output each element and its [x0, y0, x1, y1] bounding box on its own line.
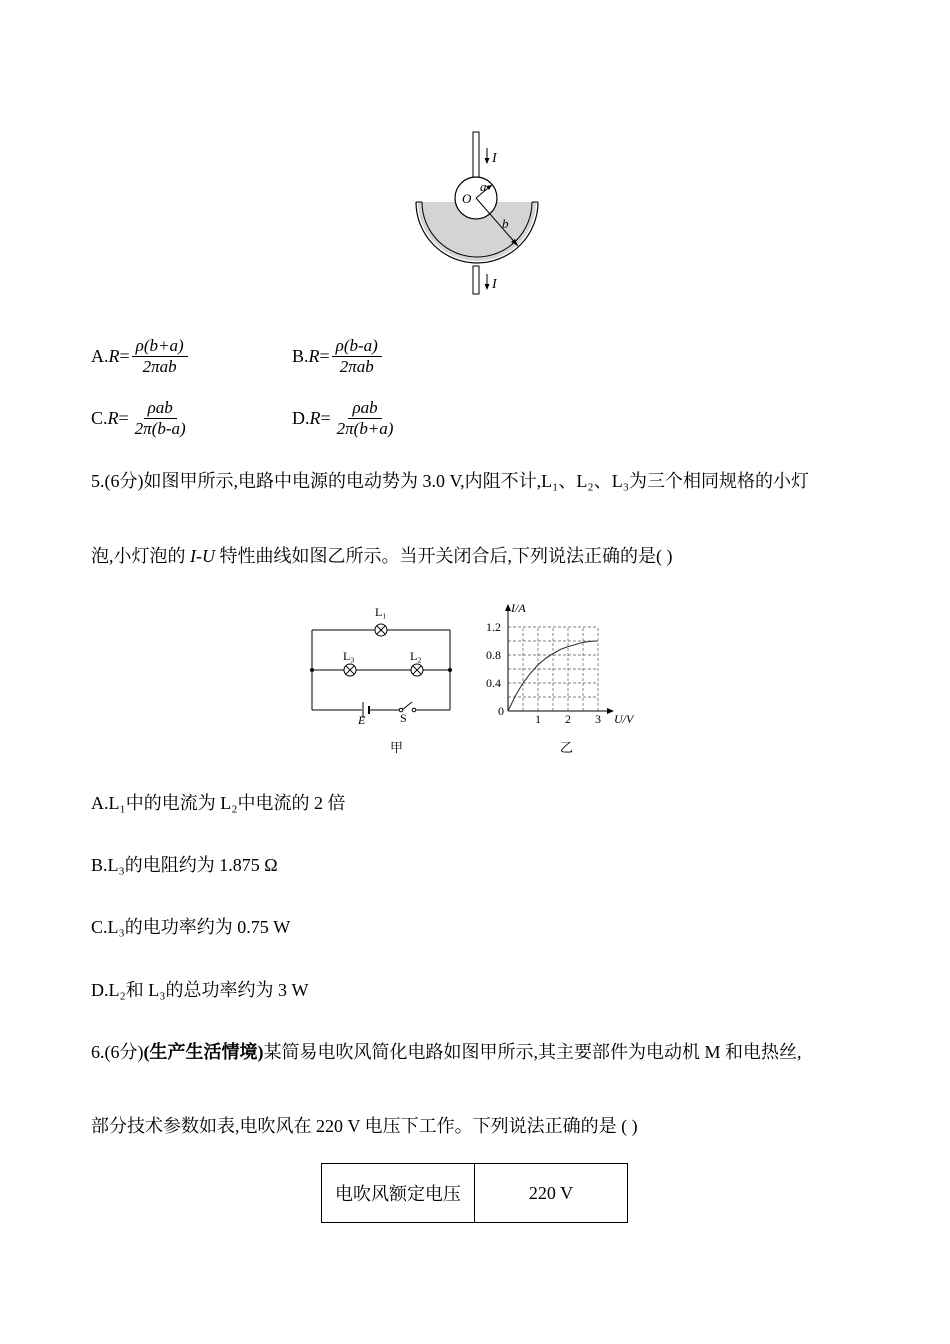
- x-tick-label: 3: [595, 712, 601, 726]
- fraction: [131, 398, 190, 439]
- numerator: ρab: [144, 398, 177, 419]
- option-prefix: D.: [292, 408, 310, 428]
- circuit-diagram: [300, 598, 465, 758]
- lamp-l1-label: L₁: [375, 605, 387, 619]
- table-row: [322, 1164, 628, 1223]
- chart-origin-label: 0: [498, 704, 504, 718]
- q5-option-b[interactable]: B.L₃的电阻约为 1.875 Ω: [91, 855, 278, 875]
- circuit-caption: 甲: [390, 740, 404, 755]
- chart-caption: 乙: [560, 740, 574, 755]
- lamp-l3-label: L₃: [343, 649, 355, 663]
- fraction: [332, 336, 382, 377]
- q6-context-tag: (生产生活情境): [143, 1042, 264, 1062]
- denominator: 2π(b-a): [134, 419, 186, 438]
- fraction: [132, 336, 188, 377]
- q4-option-a[interactable]: A. R = $\frac{\rho(b+a)}{\text{2πab}}$: [91, 336, 188, 377]
- y-tick-label: 0.8: [486, 648, 501, 662]
- center-label: O: [462, 191, 472, 206]
- current-label-top: I: [492, 151, 497, 166]
- param-value-cell: 220 V: [475, 1164, 628, 1223]
- x-tick-label: 1: [535, 712, 541, 726]
- chart-xlabel: U/V: [614, 712, 634, 726]
- denominator: 2πab: [339, 357, 374, 376]
- q4-option-d[interactable]: D. R = $\frac{\text{ρab}}{2\pi(b+a)}$: [292, 398, 397, 439]
- lamp-l3-icon: [344, 664, 356, 676]
- q5-option-a[interactable]: A.L₁中的电流为 L₂中电流的 2 倍: [91, 793, 346, 813]
- fraction: [333, 398, 398, 439]
- q4-option-b[interactable]: B. R = $\frac{\rho(b-a)}{\text{2πab}}$: [292, 336, 382, 377]
- bottom-lead: [473, 266, 479, 294]
- param-label-cell: 电吹风额定电压: [322, 1164, 475, 1223]
- y-tick-label: 1.2: [486, 620, 501, 634]
- iu-chart: [478, 598, 648, 758]
- denominator: 2πab: [142, 357, 177, 376]
- top-lead: [473, 132, 479, 182]
- option-prefix: A.: [91, 346, 109, 366]
- conductor-figure: [400, 128, 560, 300]
- option-prefix: B.: [292, 346, 309, 366]
- denominator: 2π(b+a): [336, 419, 394, 438]
- y-tick-label: 0.4: [486, 676, 501, 690]
- q5-option-d[interactable]: D.L₂和 L₃的总功率约为 3 W: [91, 980, 309, 1000]
- q6-stem-line2: 部分技术参数如表,电吹风在 220 V 电压下工作。下列说法正确的是 ( ): [91, 1116, 638, 1136]
- option-prefix: C.: [91, 408, 108, 428]
- x-axis-arrow: [607, 708, 614, 714]
- chart-grid: [508, 627, 598, 711]
- q4-option-c[interactable]: C. R = $\frac{\text{ρab}}{2\pi(b-a)}$: [91, 398, 190, 439]
- lamp-l2-label: L₂: [410, 649, 422, 663]
- current-label-bottom: I: [492, 277, 497, 292]
- inner-radius-label: a: [480, 179, 487, 194]
- chart-ylabel: I/A: [511, 601, 526, 615]
- q5-stem-line2: 泡,小灯泡的 I-U 特性曲线如图乙所示。当开关闭合后,下列说法正确的是( ): [91, 546, 673, 566]
- numerator: ρab: [348, 398, 381, 419]
- switch-label: S: [400, 711, 407, 725]
- lamp-l2-icon: [411, 664, 423, 676]
- outer-radius-label: b: [502, 216, 509, 231]
- q5-stem-line1: 5.(6分)如图甲所示,电路中电源的电动势为 3.0 V,内阻不计,L₁、L₂、L₃为三个相同规格的小灯: [91, 471, 809, 491]
- tech-params-table: [321, 1163, 628, 1223]
- q5-option-c[interactable]: C.L₃的电功率约为 0.75 W: [91, 917, 291, 937]
- x-tick-label: 2: [565, 712, 571, 726]
- source-label: E: [358, 713, 366, 727]
- numerator: ρ(b-a): [332, 336, 382, 357]
- numerator: ρ(b+a): [132, 336, 188, 357]
- lamp-l1-icon: [375, 624, 387, 636]
- q6-stem-line1: 6.(6分)(生产生活情境)某简易电吹风简化电路如图甲所示,其主要部件为电动机 M 和电热丝,: [91, 1042, 802, 1062]
